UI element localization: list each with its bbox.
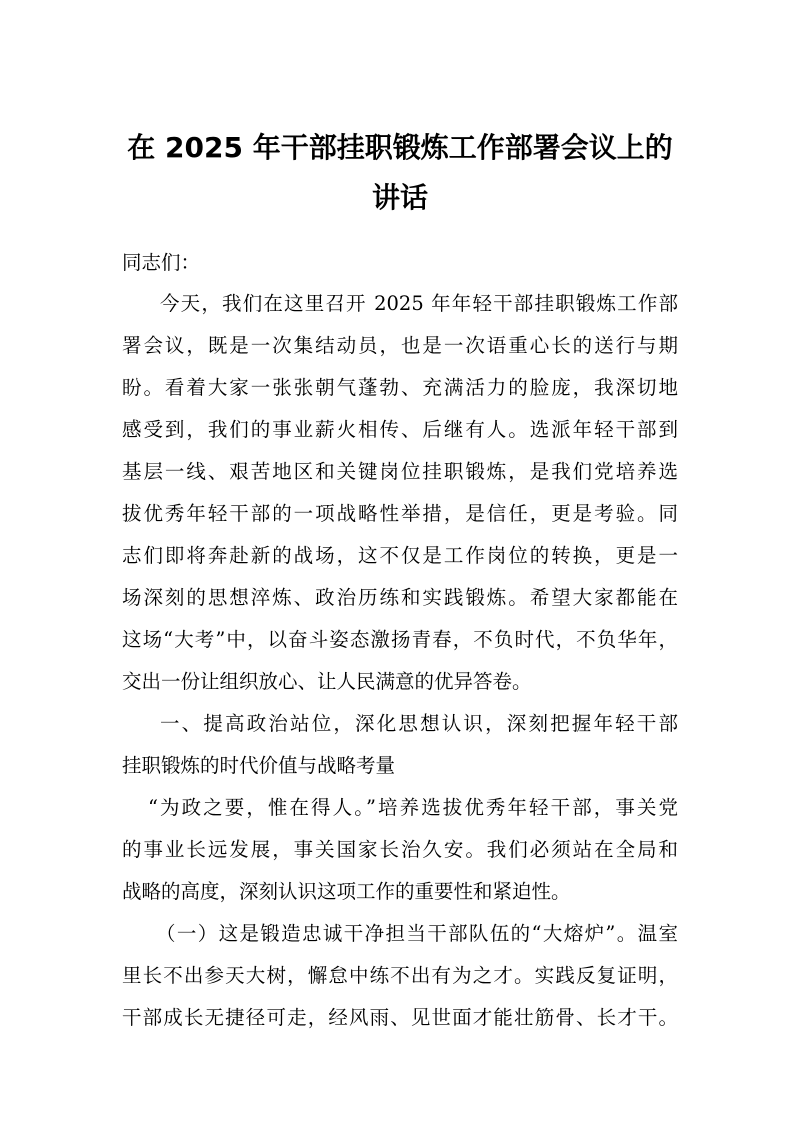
document-title-line-1: 在 2025 年干部挂职锻炼工作部署会议上的 xyxy=(127,131,673,164)
paragraph-line: 署会议，既是一次集结动员，也是一次语重心长的送行与期 xyxy=(122,334,678,357)
paragraph-line: 志们即将奔赴新的战场，这不仅是工作岗位的转换，更是一 xyxy=(122,544,678,567)
document-title-line-2: 讲话 xyxy=(371,181,428,214)
paragraph-line: “为政之要，惟在得人。”培养选拔优秀年轻干部，事关党 xyxy=(148,796,678,819)
paragraph-line: 干部成长无捷径可走，经风雨、见世面才能壮筋骨、长才干。 xyxy=(122,1006,678,1029)
paragraph-line: 盼。看着大家一张张朝气蓬勃、充满活力的脸庞，我深切地 xyxy=(122,376,678,399)
paragraph-line: 里长不出参天大树，懈怠中练不出有为之才。实践反复证明， xyxy=(122,964,678,987)
salutation: 同志们： xyxy=(122,251,201,274)
paragraph-line: （一）这是锻造忠诚干净担当干部队伍的“大熔炉”。温室 xyxy=(156,922,678,945)
paragraph-line: 场深刻的思想淬炼、政治历练和实践锻炼。希望大家都能在 xyxy=(122,586,678,609)
paragraph-line: 拔优秀年轻干部的一项战略性举措，是信任，更是考验。同 xyxy=(122,502,678,525)
paragraph-line: 这场“大考”中，以奋斗姿态激扬青春，不负时代，不负华年， xyxy=(122,628,678,651)
section-heading-line: 一、提高政治站位，深化思想认识，深刻把握年轻干部 xyxy=(160,712,678,735)
paragraph-line: 战略的高度，深刻认识这项工作的重要性和紧迫性。 xyxy=(122,880,571,903)
paragraph-line: 感受到，我们的事业薪火相传、后继有人。选派年轻干部到 xyxy=(122,418,678,441)
paragraph-line: 基层一线、艰苦地区和关键岗位挂职锻炼，是我们党培养选 xyxy=(122,460,678,483)
paragraph-line: 的事业长远发展，事关国家长治久安。我们必须站在全局和 xyxy=(122,838,678,861)
section-heading-line: 挂职锻炼的时代价值与战略考量 xyxy=(122,754,396,777)
paragraph-line: 今天，我们在这里召开 2025 年年轻干部挂职锻炼工作部 xyxy=(160,292,678,315)
paragraph-line: 交出一份让组织放心、让人民满意的优异答卷。 xyxy=(122,670,532,693)
